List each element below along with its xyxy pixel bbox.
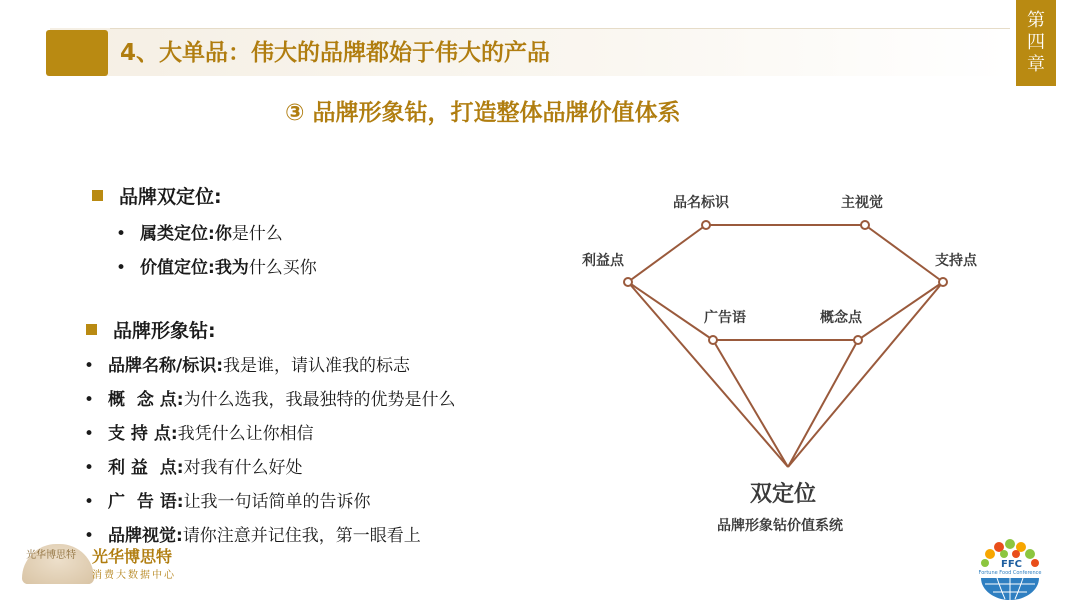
item-label: 价值定位: — [140, 258, 215, 278]
bullet-dot-icon: • — [84, 492, 95, 512]
node-left — [624, 278, 632, 286]
item-text: 我是谁，请认准我的标志 — [223, 356, 411, 376]
edge-right-bottom — [788, 282, 943, 467]
list-item — [84, 419, 314, 444]
ffc-logo-tagline: Fortune Food Conference — [978, 570, 1042, 576]
item-label: 概 念 点: — [108, 390, 184, 410]
diagram-center-label: 双定位 — [750, 482, 817, 507]
brand-diamond-diagram — [560, 180, 1020, 550]
item-text: 我凭什么让你相信 — [177, 424, 314, 444]
edge-inner-left-bottom — [713, 340, 788, 467]
item-label: 利 益 点: — [108, 458, 184, 478]
logo-badge-text: 光华博思特 — [26, 550, 76, 561]
label-top-right: 主视觉 — [841, 195, 883, 211]
header-line — [110, 28, 1010, 29]
chapter-tab-line: 四 — [1027, 32, 1045, 53]
company-logo-left — [14, 540, 194, 590]
item-label: 属类定位: — [140, 224, 215, 244]
list-item — [84, 453, 303, 478]
section-heading-text: 品牌双定位: — [119, 186, 222, 208]
list-item — [84, 487, 371, 512]
logo-subtitle: 消费大数据中心 — [92, 570, 176, 581]
ffc-logo — [975, 536, 1045, 602]
page-title: 4、大单品：伟大的品牌都始于伟大的产品 — [120, 40, 551, 66]
list-item — [84, 385, 456, 410]
item-label: 品牌视觉: — [108, 526, 183, 546]
node-inner-left — [709, 336, 717, 344]
section-heading-dual-positioning — [92, 182, 222, 209]
header-accent-block — [46, 30, 108, 76]
slide-subtitle: ③ 品牌形象钻，打造整体品牌价值体系 — [285, 100, 681, 126]
list-item — [84, 351, 410, 376]
chapter-tab — [1016, 0, 1056, 86]
item-text: 为什么选我，我最独特的优势是什么 — [183, 390, 456, 410]
edge-top-right — [865, 225, 943, 282]
bullet-dot-icon: • — [116, 258, 127, 278]
list-item — [116, 219, 283, 244]
section-heading-brand-diamond — [86, 316, 216, 343]
square-bullet-icon — [86, 324, 97, 335]
item-label: 品牌名称/标识: — [108, 356, 224, 376]
node-inner-right — [854, 336, 862, 344]
section-heading-text: 品牌形象钻: — [113, 320, 216, 342]
diagram-caption: 品牌形象钻价值系统 — [717, 518, 843, 534]
bullet-dot-icon: • — [116, 224, 127, 244]
bullet-dot-icon: • — [84, 526, 95, 546]
label-inner-left: 广告语 — [704, 310, 746, 326]
node-top-left — [702, 221, 710, 229]
chapter-tab-line: 第 — [1027, 10, 1045, 31]
edge-inner-right-bottom — [788, 340, 858, 467]
ffc-logo-name: FFC — [1001, 559, 1023, 570]
item-label-emphasis: 我为 — [214, 258, 249, 278]
bullet-dot-icon: • — [84, 390, 95, 410]
node-top-right — [861, 221, 869, 229]
edge-top-left — [628, 225, 706, 282]
item-label-emphasis: 你 — [214, 224, 232, 244]
bullet-dot-icon: • — [84, 458, 95, 478]
list-item — [116, 253, 317, 278]
label-top-left: 品名标识 — [673, 195, 729, 211]
item-text: 让我一句话简单的告诉你 — [183, 492, 371, 512]
square-bullet-icon — [92, 190, 103, 201]
bullet-dot-icon: • — [84, 424, 95, 444]
node-right — [939, 278, 947, 286]
label-right: 支持点 — [935, 253, 977, 269]
label-left: 利益点 — [582, 253, 624, 269]
label-inner-right: 概念点 — [820, 310, 862, 326]
logo-name: 光华博思特 — [92, 547, 173, 566]
item-text: 请你注意并记住我，第一眼看上 — [182, 526, 421, 546]
item-text: 是什么 — [231, 224, 283, 244]
bullet-dot-icon: • — [84, 356, 95, 376]
item-label: 广 告 语: — [108, 492, 184, 512]
item-text: 什么买你 — [248, 258, 317, 278]
item-label: 支 持 点: — [108, 424, 178, 444]
item-text: 对我有什么好处 — [183, 458, 303, 478]
chapter-tab-line: 章 — [1027, 54, 1045, 75]
